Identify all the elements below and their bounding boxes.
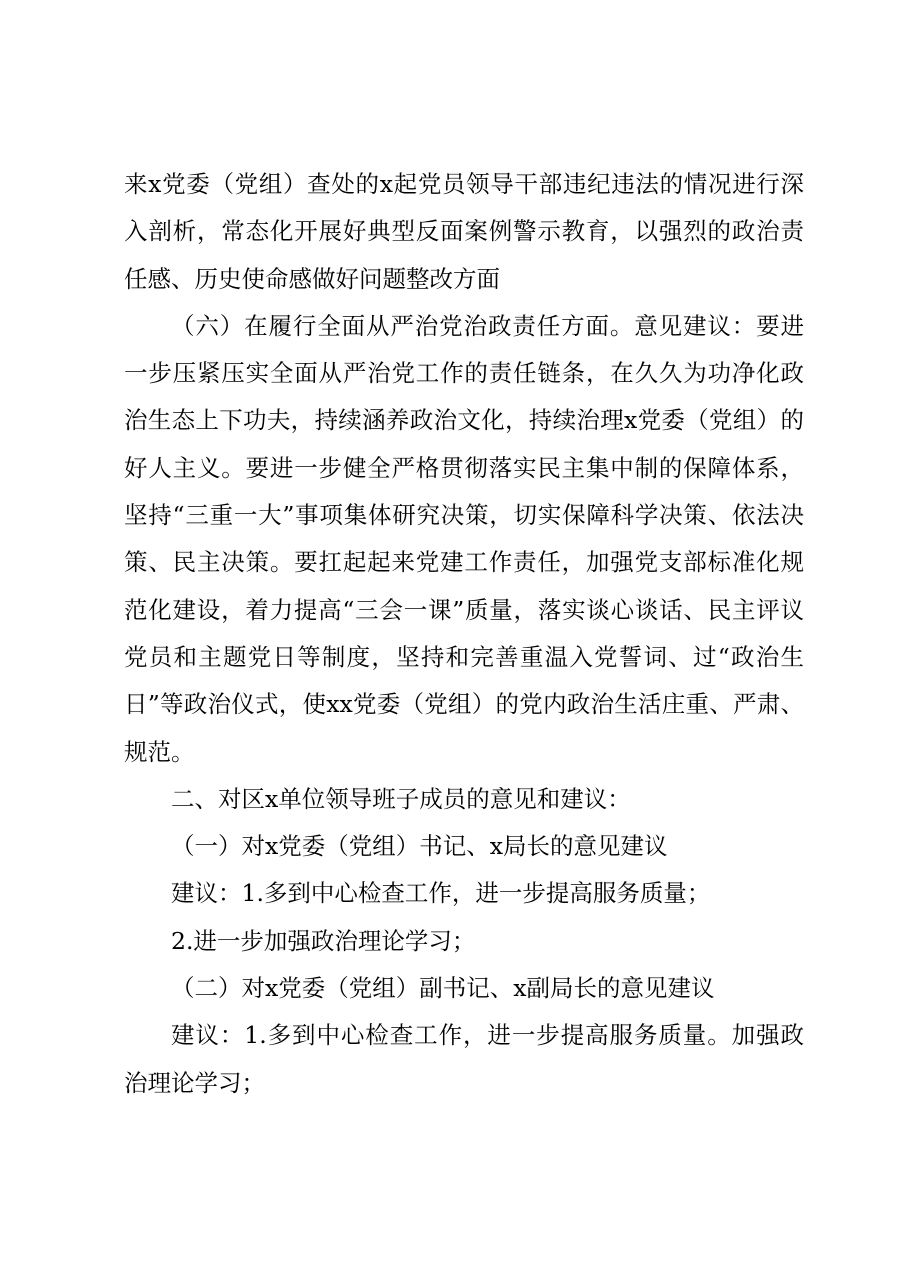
document-page xyxy=(124,161,804,1107)
section-heading-two: 二、对区x单位领导班子成员的意见和建议： xyxy=(171,784,631,813)
subheading-deputy-secretary: （二）对x党委（党组）副书记、x副局长的意见建议 xyxy=(171,974,715,1003)
subheading-secretary: （一）对x党委（党组）书记、x局长的意见建议 xyxy=(171,832,668,861)
paragraph-continuation: 来x党委（党组）查处的x起党员领导干部违纪违法的情况进行深入剖析，常态化开展好典型反面案例警示教育，以强烈的政治责任感、历史使命感做好问题整改方面 xyxy=(124,170,804,293)
paragraph-section-six: （六）在履行全面从严治党治政责任方面。意见建议：要进一步压紧压实全面从严治党工作的责任链条，在久久为功净化政治生态上下功夫，持续涵养政治文化，持续治理x党委（党组）的好人主义。要进一步健全严格贯彻落实民主集中制的保障体系，坚持“三重一大”事项集体研究决策，切实保障科学决策、依法决策、民主决策。要扛起起来党建工作责任，加强党支部标准化规范化建设，着力提高“三会一课”质量，落实谈心谈话、民主评议党员和主题党日等制度，坚持和完善重温入党誓词、过“政治生日”等政治仪式，使xx党委（党组）的党内政治生活庄重、严肃、规范。 xyxy=(124,311,804,766)
suggestion-item: 2.进一步加强政治理论学习； xyxy=(171,926,476,955)
suggestion-item: 建议：1.多到中心检查工作，进一步提高服务质量； xyxy=(171,879,711,908)
suggestion-item: 建议：1.多到中心检查工作，进一步提高服务质量。加强政治理论学习； xyxy=(124,1021,804,1097)
